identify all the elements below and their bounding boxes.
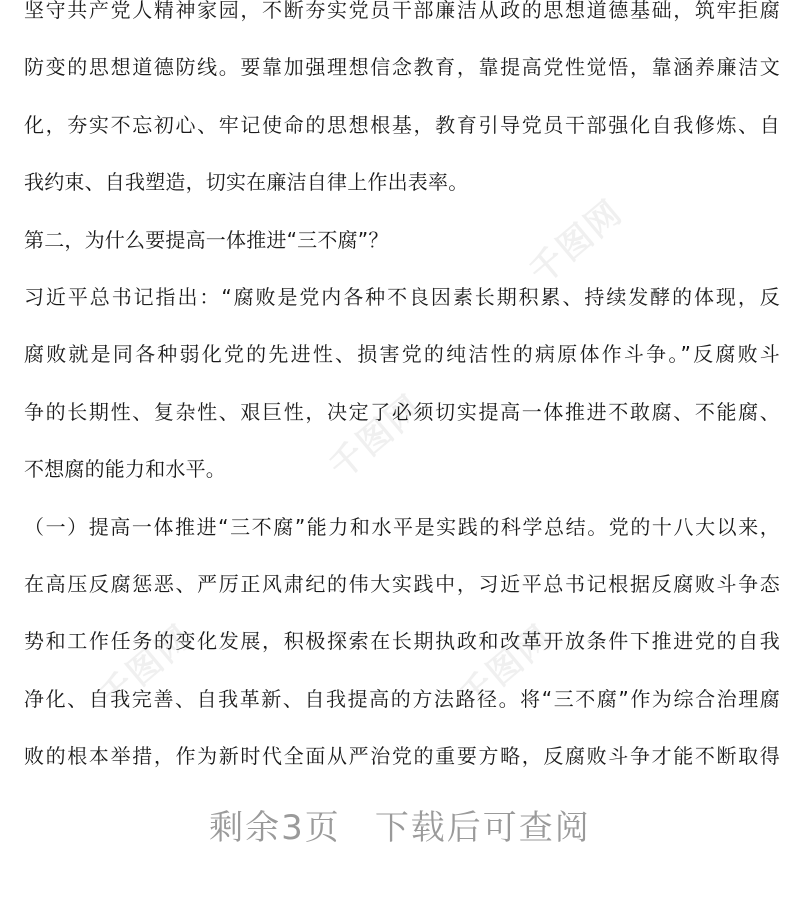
section-heading: 第二，为什么要提高一体推进“三不腐”？ [24, 227, 389, 252]
text-line: （一）提高一体推进“三不腐”能力和水平是实践的科学总结。党的十八大以来， [24, 514, 780, 539]
watermark: 千图网 [522, 192, 631, 293]
text-line: 化，夯实不忘初心、牢记使命的思想根基，教育引导党员干部强化自我修炼、自 [24, 112, 780, 137]
text-line: 不想腐的能力和水平。 [24, 457, 226, 482]
text-line: 败的根本举措，作为新时代全面从严治党的重要方略，反腐败斗争才能不断取得 [24, 744, 780, 769]
document-body [24, 0, 780, 785]
download-to-view-notice[interactable] [0, 800, 800, 849]
download-prompt-label: 下载后可查阅 [374, 808, 591, 848]
watermark: 千图网 [322, 387, 431, 488]
text-line: 坚守共产党人精神家园，不断夯实党员干部廉洁从政的思想道德基础，筑牢拒腐 [24, 0, 780, 22]
text-line: 净化、自我完善、自我革新、自我提高的方法路径。将“三不腐”作为综合治理腐 [24, 686, 780, 711]
text-line: 我约束、自我塑造，切实在廉洁自律上作出表率。 [24, 170, 469, 195]
text-line: 习近平总书记指出：“腐败是党内各种不良因素长期积累、持续发酵的体现，反 [24, 284, 780, 309]
remaining-pages-label: 剩余3页 [209, 808, 341, 848]
text-line: 势和工作任务的变化发展，积极探索在长期执政和改革开放条件下推进党的自我 [24, 629, 780, 654]
watermark: 千图网 [92, 617, 201, 718]
watermark: 千图网 [452, 617, 561, 718]
text-line: 争的长期性、复杂性、艰巨性，决定了必须切实提高一体推进不敢腐、不能腐、 [24, 399, 780, 424]
text-line: 腐败就是同各种弱化党的先进性、损害党的纯洁性的病原体作斗争。”反腐败斗 [24, 342, 780, 367]
text-line: 防变的思想道德防线。要靠加强理想信念教育，靠提高党性觉悟，靠涵养廉洁文 [24, 55, 780, 80]
text-line: 在高压反腐惩恶、严厉正风肃纪的伟大实践中，习近平总书记根据反腐败斗争态 [24, 571, 780, 596]
